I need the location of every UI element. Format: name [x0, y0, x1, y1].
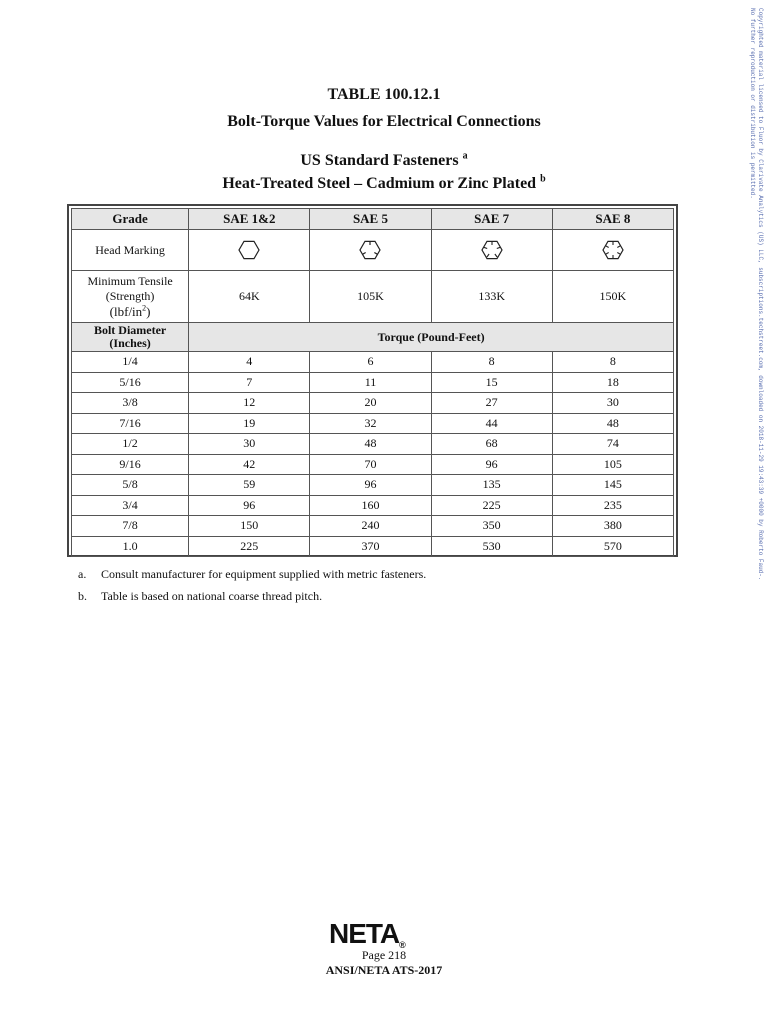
tensile-label-line1: Minimum Tensile	[87, 274, 173, 288]
grade-sae-1-2: SAE 1&2	[189, 209, 310, 230]
tensile-value-sae-5: 105K	[310, 271, 431, 323]
torque-value-cell: 42	[189, 454, 310, 475]
tensile-unit-exponent: 2	[142, 303, 147, 313]
copyright-notice	[744, 8, 764, 648]
footnote-ref-a: a	[462, 150, 468, 162]
torque-value-cell: 11	[310, 372, 431, 393]
grade-label: Grade	[72, 209, 189, 230]
torque-value-cell: 105	[552, 454, 673, 475]
head-marking-cell-sae-1-2	[189, 230, 310, 271]
tensile-value-sae-8: 150K	[552, 271, 673, 323]
table-title: Bolt-Torque Values for Electrical Connections	[227, 113, 541, 130]
torque-value-cell: 160	[310, 495, 431, 516]
torque-value-cell: 380	[552, 516, 673, 537]
subtitle-fasteners-text: US Standard Fasteners	[300, 152, 459, 169]
footnote-b-text: Table is based on national coarse thread pitch.	[101, 589, 323, 603]
bolt-diameter-cell: 5/16	[72, 372, 189, 393]
bolt-diameter-label-line1: Bolt Diameter	[93, 323, 167, 337]
table-row	[72, 372, 674, 393]
torque-value-cell: 20	[310, 393, 431, 414]
torque-value-cell: 7	[189, 372, 310, 393]
table-row	[72, 413, 674, 434]
head-marking-cell-sae-5	[310, 230, 431, 271]
torque-value-cell: 15	[431, 372, 552, 393]
bolt-diameter-label	[72, 323, 189, 352]
torque-value-cell: 8	[552, 352, 673, 373]
table-row	[72, 536, 674, 557]
torque-value-cell: 235	[552, 495, 673, 516]
bolt-diameter-cell: 1.0	[72, 536, 189, 557]
footnote-a-text: Consult manufacturer for equipment supplied with metric fasteners.	[101, 567, 427, 581]
tensile-label	[72, 271, 189, 323]
tensile-label-line3	[72, 304, 188, 319]
torque-table	[71, 208, 674, 557]
torque-value-cell: 4	[189, 352, 310, 373]
torque-value-cell: 59	[189, 475, 310, 496]
head-marking-cell-sae-8	[552, 230, 673, 271]
tensile-unit-close: )	[146, 304, 151, 319]
head-marking-row	[72, 230, 674, 271]
table-number: TABLE 100.12.1	[327, 86, 441, 103]
neta-logo-text: NETA	[329, 918, 400, 949]
copyright-line-2: No further reproduction or distribution is permitted.	[749, 8, 756, 199]
torque-value-cell: 30	[552, 393, 673, 414]
torque-value-cell: 18	[552, 372, 673, 393]
registered-mark: ®	[399, 940, 405, 950]
torque-value-cell: 96	[189, 495, 310, 516]
torque-value-cell: 350	[431, 516, 552, 537]
grade-sae-7: SAE 7	[431, 209, 552, 230]
torque-value-cell: 8	[431, 352, 552, 373]
tensile-value-sae-1-2: 64K	[189, 271, 310, 323]
document-code: ANSI/NETA ATS-2017	[325, 963, 443, 977]
hex-5-line-icon	[481, 239, 503, 261]
torque-value-cell: 240	[310, 516, 431, 537]
bolt-diameter-label-line2: (Inches)	[109, 336, 151, 350]
bolt-diameter-cell: 3/4	[72, 495, 189, 516]
table-row	[72, 516, 674, 537]
grade-sae-8: SAE 8	[552, 209, 673, 230]
table-row	[72, 393, 674, 414]
footnote-b	[78, 589, 322, 604]
torque-value-cell: 530	[431, 536, 552, 557]
torque-label: Torque (Pound-Feet)	[189, 323, 674, 352]
copyright-line-1: Copyrighted material licensed to Fluor by Clarivate Analytics (US) LLC, subscriptions.techstreet.com, downloaded on 2018-11-29 19:43:39 +0000 by Roberto Faud-.	[757, 8, 764, 581]
grade-sae-5: SAE 5	[310, 209, 431, 230]
torque-value-cell: 6	[310, 352, 431, 373]
table-subtitle-material	[0, 175, 768, 193]
table-row	[72, 352, 674, 373]
torque-value-cell: 70	[310, 454, 431, 475]
torque-value-cell: 48	[310, 434, 431, 455]
torque-value-cell: 145	[552, 475, 673, 496]
subtitle-material-text: Heat-Treated Steel – Cadmium or Zinc Plated	[222, 175, 537, 192]
torque-value-cell: 96	[431, 454, 552, 475]
torque-value-cell: 150	[189, 516, 310, 537]
torque-value-cell: 27	[431, 393, 552, 414]
torque-value-cell: 68	[431, 434, 552, 455]
bolt-diameter-cell: 7/8	[72, 516, 189, 537]
torque-value-cell: 225	[431, 495, 552, 516]
footnote-a	[78, 567, 426, 582]
tensile-row	[72, 271, 674, 323]
copyright-text	[748, 8, 764, 581]
hex-6-line-icon	[602, 239, 624, 261]
footnote-a-label: a.	[78, 567, 87, 581]
tensile-unit-text: (lbf/in	[109, 304, 143, 319]
torque-data-rows	[72, 352, 674, 557]
table-row	[72, 434, 674, 455]
torque-value-cell: 30	[189, 434, 310, 455]
torque-value-cell: 12	[189, 393, 310, 414]
plain-hex-icon	[238, 239, 260, 261]
torque-value-cell: 225	[189, 536, 310, 557]
table-row	[72, 454, 674, 475]
head-marking-cell-sae-7	[431, 230, 552, 271]
torque-value-cell: 44	[431, 413, 552, 434]
footnote-ref-b: b	[540, 173, 546, 185]
bolt-diameter-cell: 7/16	[72, 413, 189, 434]
neta-logo	[329, 918, 405, 950]
torque-value-cell: 570	[552, 536, 673, 557]
torque-value-cell: 48	[552, 413, 673, 434]
table-row	[72, 475, 674, 496]
table-row	[72, 495, 674, 516]
head-marking-label: Head Marking	[72, 230, 189, 271]
torque-table-frame	[67, 204, 678, 557]
tensile-label-line2: (Strength)	[105, 289, 155, 303]
page-number: Page 218	[361, 948, 407, 962]
torque-value-cell: 96	[310, 475, 431, 496]
bolt-diameter-cell: 5/8	[72, 475, 189, 496]
footnote-b-label: b.	[78, 589, 87, 603]
bolt-diameter-cell: 3/8	[72, 393, 189, 414]
bolt-diameter-cell: 9/16	[72, 454, 189, 475]
torque-value-cell: 32	[310, 413, 431, 434]
tensile-value-sae-7: 133K	[431, 271, 552, 323]
table-subtitle-fasteners	[0, 152, 768, 170]
torque-value-cell: 370	[310, 536, 431, 557]
hex-3-line-icon	[359, 239, 381, 261]
bolt-diameter-cell: 1/4	[72, 352, 189, 373]
torque-value-cell: 135	[431, 475, 552, 496]
torque-subheader-row	[72, 323, 674, 352]
torque-value-cell: 74	[552, 434, 673, 455]
bolt-diameter-cell: 1/2	[72, 434, 189, 455]
grade-header-row	[72, 209, 674, 230]
torque-value-cell: 19	[189, 413, 310, 434]
